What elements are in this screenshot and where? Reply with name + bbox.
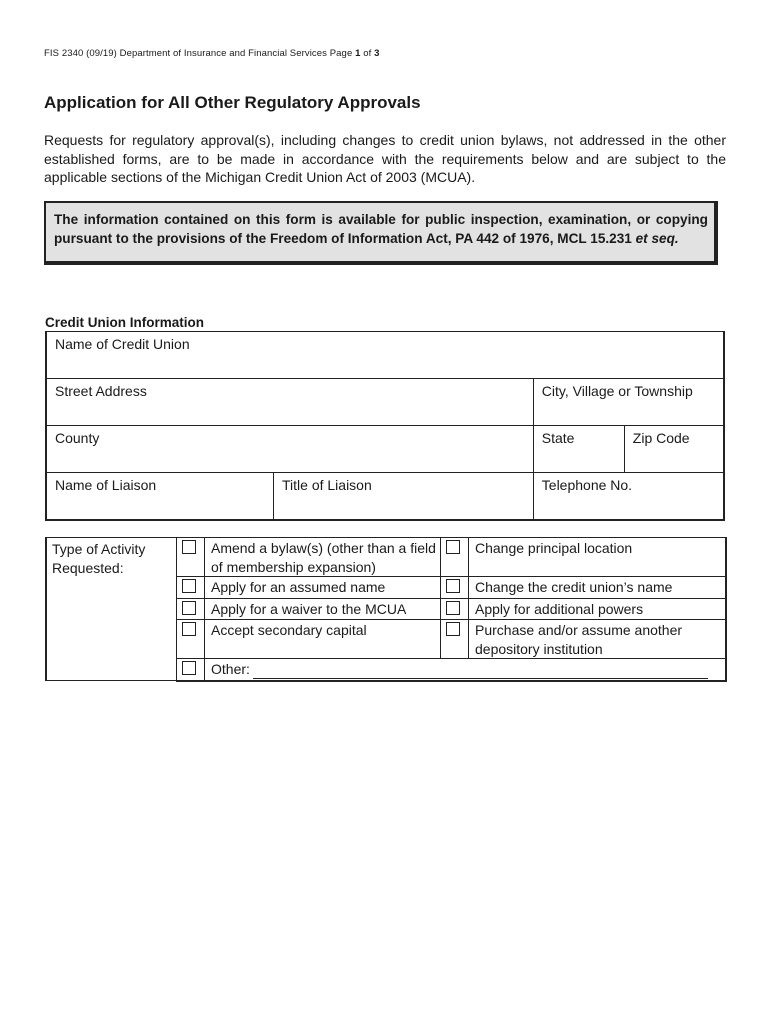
- option-text: Purchase and/or assume another depository institution: [475, 622, 683, 657]
- option-text: Amend a bylaw(s) (other than a field of membership expansion): [211, 540, 436, 575]
- field-state[interactable]: [533, 426, 624, 473]
- checkbox-amend-bylaw[interactable]: [177, 538, 205, 577]
- form-header: [44, 48, 379, 59]
- option-text: Change principal location: [475, 540, 633, 556]
- checkbox-icon: [182, 661, 196, 675]
- field-liaison-name[interactable]: [46, 473, 274, 521]
- header-page-total: 3: [374, 48, 380, 59]
- section-label-credit-union-info: Credit Union Information: [45, 315, 204, 330]
- notice-italic: et seq.: [635, 231, 679, 246]
- notice-text: The information contained on this form is available for public inspection, examination, or copying pursuant to the provisions of the Freedom of Information Act, PA 442 of 1976, MCL 15.231: [54, 212, 708, 246]
- option-change-location: [469, 538, 727, 577]
- field-city[interactable]: [533, 379, 724, 426]
- foia-notice: [44, 201, 718, 265]
- option-amend-bylaw: [205, 538, 441, 577]
- field-county[interactable]: [46, 426, 533, 473]
- field-name-of-credit-union[interactable]: [46, 332, 724, 379]
- option-purchase-assume: [469, 620, 727, 659]
- option-waiver: [205, 598, 441, 620]
- label-name-of-credit-union: Name of Credit Union: [55, 336, 190, 352]
- option-text: Apply for an assumed name: [211, 579, 386, 595]
- label-state: State: [541, 430, 575, 446]
- option-additional-powers: [469, 598, 727, 620]
- field-street-address[interactable]: [46, 379, 533, 426]
- page-title: Application for All Other Regulatory Approvals: [44, 93, 421, 112]
- intro-paragraph: Requests for regulatory approval(s), including changes to credit union bylaws, not addressed in the other established forms, are to be made in accordance with the requirements below and are subject to the applicable sections of the Michigan Credit Union Act of 2003 (MCUA).: [44, 132, 726, 185]
- checkbox-purchase-assume[interactable]: [441, 620, 469, 659]
- checkbox-icon: [182, 622, 196, 636]
- checkbox-secondary-capital[interactable]: [177, 620, 205, 659]
- field-liaison-title[interactable]: [274, 473, 534, 521]
- checkbox-additional-powers[interactable]: [441, 598, 469, 620]
- header-page-of: of: [360, 48, 375, 59]
- label-zip: Zip Code: [632, 430, 690, 446]
- label-liaison-title: Title of Liaison: [282, 477, 372, 493]
- option-text: Apply for a waiver to the MCUA: [211, 600, 407, 617]
- checkbox-icon: [446, 622, 460, 636]
- checkbox-icon: [182, 601, 196, 615]
- checkbox-change-name[interactable]: [441, 577, 469, 599]
- checkbox-icon: [446, 601, 460, 615]
- checkbox-waiver[interactable]: [177, 598, 205, 620]
- option-other[interactable]: [205, 659, 727, 681]
- option-change-name: [469, 577, 727, 599]
- checkbox-change-location[interactable]: [441, 538, 469, 577]
- checkbox-icon: [446, 540, 460, 554]
- header-form-id: FIS 2340 (09/19) Department of Insurance and Financial Services Page: [44, 48, 356, 59]
- label-county: County: [55, 430, 100, 446]
- activity-label: Type of Activity Requested:: [52, 541, 146, 576]
- checkbox-other[interactable]: [177, 659, 205, 681]
- checkbox-icon: [182, 540, 196, 554]
- other-label: Other:: [211, 661, 250, 677]
- option-text: Apply for additional powers: [475, 600, 644, 617]
- credit-union-info-table: [45, 331, 725, 521]
- activity-label-cell: [46, 538, 177, 681]
- header-page-current: 1: [355, 48, 361, 59]
- option-text: Accept secondary capital: [211, 622, 367, 638]
- field-telephone[interactable]: [533, 473, 724, 521]
- checkbox-icon: [182, 579, 196, 593]
- field-zip[interactable]: [624, 426, 724, 473]
- label-street-address: Street Address: [55, 383, 147, 399]
- checkbox-icon: [446, 579, 460, 593]
- label-telephone: Telephone No.: [541, 477, 633, 493]
- activity-table: [45, 537, 727, 682]
- other-input-line[interactable]: [253, 664, 708, 679]
- option-text: Change the credit union’s name: [475, 579, 673, 595]
- label-liaison-name: Name of Liaison: [55, 477, 157, 493]
- checkbox-assumed-name[interactable]: [177, 577, 205, 599]
- label-city: City, Village or Township: [541, 383, 693, 399]
- option-secondary-capital: [205, 620, 441, 659]
- option-assumed-name: [205, 577, 441, 599]
